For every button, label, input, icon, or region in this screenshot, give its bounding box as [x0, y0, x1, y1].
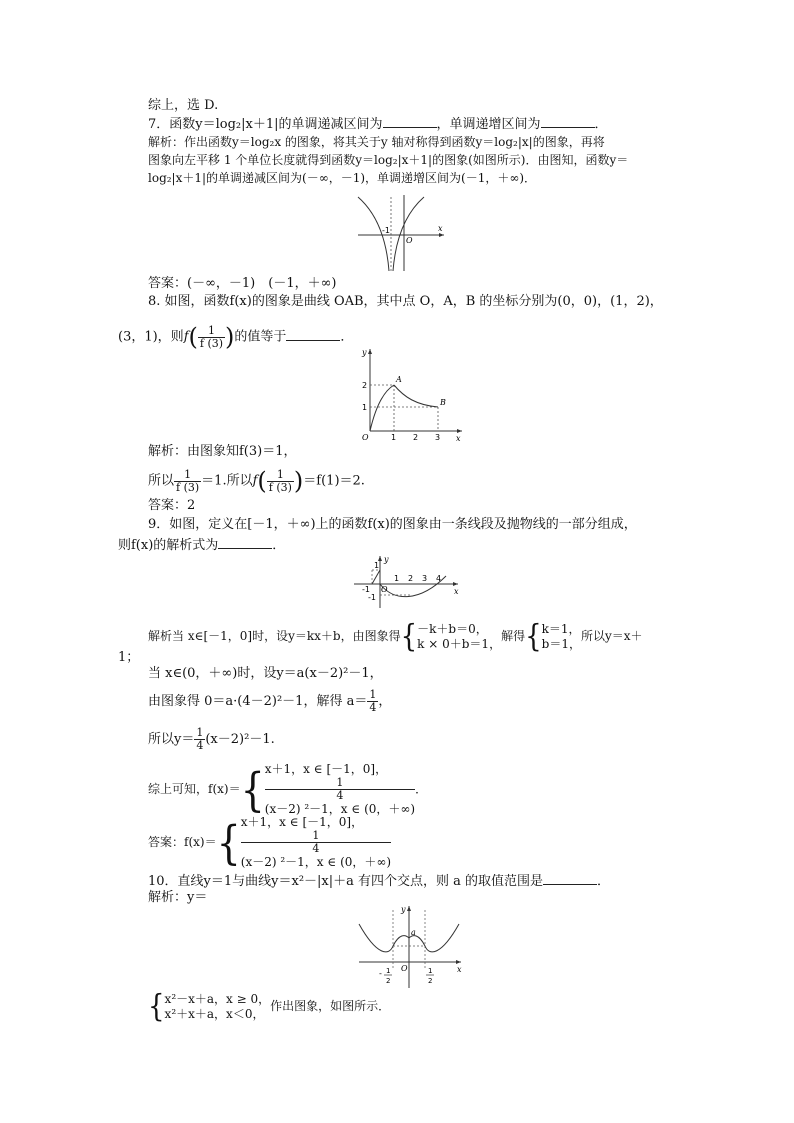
solution-10-piecewise: { x²－x＋a，x ≥ 0， x²＋x＋a，x＜0， 作出图象，如图所示． [148, 988, 391, 1025]
fraction-denominator: f (3) [199, 336, 224, 350]
piecewise-row: x＋1，x ∈ [－1，0]， [264, 762, 388, 776]
tick-label: -1 [368, 593, 376, 602]
tick-label: -1 [362, 585, 370, 594]
text: ＝1.所以 [201, 473, 253, 489]
fraction-denominator: 4 [196, 739, 204, 752]
fraction-numerator: 1 [241, 830, 391, 843]
tick-label-denominator: 2 [386, 977, 391, 985]
tick-label: 2 [408, 574, 414, 583]
text: 所以y＝ [148, 732, 195, 747]
point-label-a: A [396, 375, 402, 384]
tick-label: 4 [436, 574, 442, 583]
axis-label-y: y [362, 348, 367, 357]
point-label-b: B [440, 398, 446, 407]
solution-9-line5 [148, 726, 275, 754]
solution-9-line1: 解析当 x∈[－1，0]时，设y＝kx＋b，由图象得{ －k＋b＝0， k × 0＋b＝1， 解得{ k＝1， b＝1， 所以y＝x＋ [148, 618, 643, 655]
axis-label-x: x [454, 587, 459, 596]
answer-blank[interactable] [218, 536, 272, 549]
tick-label: 3 [422, 574, 428, 583]
figure-9 [350, 554, 462, 610]
fraction-numerator: 1 [198, 325, 225, 338]
origin-label: O [406, 236, 413, 245]
fraction-numerator: 1 [267, 469, 294, 482]
tick-label: -1 [382, 226, 390, 235]
question-9-line2 [118, 536, 285, 554]
tick-label-denominator: 2 [428, 977, 433, 985]
fraction-denominator: 4 [336, 789, 344, 802]
solution-10-line1: 解析：y＝ [148, 890, 208, 905]
tick-label-numerator: 1 [386, 967, 391, 975]
piecewise-row: (x－2) ²－1，x ∈ (0，＋∞) [240, 855, 392, 869]
tick-label: 3 [435, 433, 441, 441]
question-9-line1: 9．如图，定义在[－1，＋∞)上的函数f(x)的图象由一条线段及抛物线的一部分组成， [148, 517, 637, 532]
solution-7-line2: 图象向左平移 1 个单位长度就得到函数y＝log₂|x＋1|的图象(如图所示)．由图知，函数y＝ [148, 153, 629, 167]
tick-label: 1 [394, 574, 400, 583]
origin-label: O [362, 433, 369, 441]
text: ． [415, 782, 428, 796]
answer-blank[interactable] [543, 872, 597, 885]
solution-9-summary: 综上可知，f(x)＝{ x＋1，x ∈ [－1，0]， 1 4 (x－2) ²－1，x ∈ (0，＋∞) ． [148, 762, 428, 816]
tick-label: 2 [413, 433, 419, 441]
figure-7 [356, 193, 446, 273]
solution-7-line3: log₂|x＋1|的单调递减区间为(－∞，－1)，单调递增区间为(－1，＋∞)． [148, 171, 537, 185]
text: 综上可知，f(x)＝ [148, 782, 241, 796]
text: ， [378, 694, 392, 709]
fraction-numerator: 1 [174, 469, 201, 482]
figure-10 [355, 904, 465, 990]
answer-blank[interactable] [383, 115, 437, 128]
system-row: b＝1， [541, 636, 581, 651]
tick-label: 1 [374, 561, 380, 570]
system-row: －k＋b＝0， [417, 621, 488, 636]
text: 解析当 x∈[－1，0]时，设y＝kx＋b，由图象得 [148, 629, 401, 643]
fraction-numerator: 1 [196, 726, 204, 739]
fraction-numerator: 1 [369, 688, 377, 701]
fraction-denominator: f (3) [176, 480, 200, 494]
q7-mid: ，单调递增区间为 [436, 117, 541, 132]
piecewise-row: x²＋x＋a，x＜0， [164, 1006, 265, 1021]
text: 作出图象，如图所示． [270, 999, 391, 1013]
piecewise-row: (x－2) ²－1，x ∈ (0，＋∞) [264, 802, 416, 816]
solution-7-line1: 解析：作出函数y＝log₂x 的图象，将其关于y 轴对称得到函数y＝log₂|x|的图象，再将 [148, 135, 605, 149]
a-label: a [411, 928, 416, 937]
text-line: 综上，选 D. [148, 98, 219, 113]
system-row: k＝1， [541, 621, 581, 636]
f-symbol: f [252, 473, 258, 489]
solution-9-line3: 当 x∈(0，＋∞)时，设y＝a(x－2)²－1， [148, 666, 383, 681]
tick-label: 1 [362, 403, 368, 412]
question-7 [148, 115, 608, 133]
axis-label-x: x [457, 965, 462, 974]
answer-blank[interactable] [286, 328, 340, 341]
figure-8 [358, 345, 466, 441]
answer-7: 答案：(－∞，－1) (－1，＋∞) [148, 276, 337, 291]
fraction-denominator: 4 [312, 842, 320, 855]
tick-label: 1 [391, 433, 397, 441]
text: ＝f(1)＝2. [303, 473, 365, 489]
q8-end: ． [340, 329, 354, 345]
axis-label-x: x [456, 434, 461, 441]
axis-label-x: x [438, 224, 443, 233]
solution-8-line2: 所以 $\frac{1}{f (3)}$ ＝1.所以f( $\frac{1}{f (3)}$ )＝f(1)＝2. [148, 467, 365, 495]
text: 所以y＝x＋ [580, 629, 643, 643]
question-8-line1: 8. 如图，函数f(x)的图象是曲线 OAB，其中点 O，A，B 的坐标分别为(0，0)，(1，2)， [148, 294, 663, 309]
text: 由图象得 0＝a·(4－2)²－1，解得 a＝ [148, 694, 368, 709]
fraction-numerator: 1 [265, 777, 415, 790]
question-10 [148, 872, 610, 890]
q7-text: 7．函数y＝log₂|x＋1|的单调递减区间为 [148, 117, 383, 132]
solution-9-line2: 1； [118, 650, 140, 665]
piecewise-row: x²－x＋a，x ≥ 0， [164, 991, 271, 1006]
axis-label-y: y [384, 555, 389, 564]
text: 所以 [148, 473, 175, 489]
q8-text: (3，1)，则 [118, 329, 184, 345]
q7-end: ． [594, 117, 608, 132]
text: 解得 [501, 629, 526, 643]
answer-blank[interactable] [541, 115, 595, 128]
text: 答案：f(x)＝ [148, 835, 217, 849]
origin-label: O [401, 964, 408, 973]
tick-label-numerator: 1 [428, 967, 433, 975]
piecewise-row: x＋1，x ∈ [－1，0]， [240, 815, 364, 829]
text: ． [272, 538, 286, 553]
f-symbol: f [183, 329, 189, 345]
origin-label: O [381, 585, 388, 594]
question-8-line2: (3，1)，则f( $\frac{1}{f (3)}$ )的值等于 ． [118, 323, 354, 351]
solution-9-line4 [148, 688, 391, 716]
system-row: k × 0＋b＝1， [417, 636, 502, 651]
text: 则f(x)的解析式为 [118, 538, 219, 553]
answer-8: 答案：2 [148, 498, 196, 513]
answer-9: 答案：f(x)＝{ x＋1，x ∈ [－1，0]， 1 4 (x－2) ²－1，x ∈ (0，＋∞) [148, 815, 392, 869]
text: ． [597, 874, 611, 889]
fraction-denominator: f (3) [268, 480, 292, 494]
text: (x－2)²－1. [205, 732, 275, 747]
tick-label: 2 [362, 381, 368, 390]
fraction-denominator: 4 [369, 701, 377, 714]
axis-label-y: y [401, 905, 406, 914]
q8-text-2: 的值等于 [234, 329, 287, 345]
text: 10．直线y＝1与曲线y＝x²－|x|＋a 有四个交点，则 a 的取值范围是 [148, 874, 544, 889]
minus-sign: - [379, 969, 382, 978]
solution-8-line1: 解析：由图象知f(3)＝1， [148, 444, 297, 459]
